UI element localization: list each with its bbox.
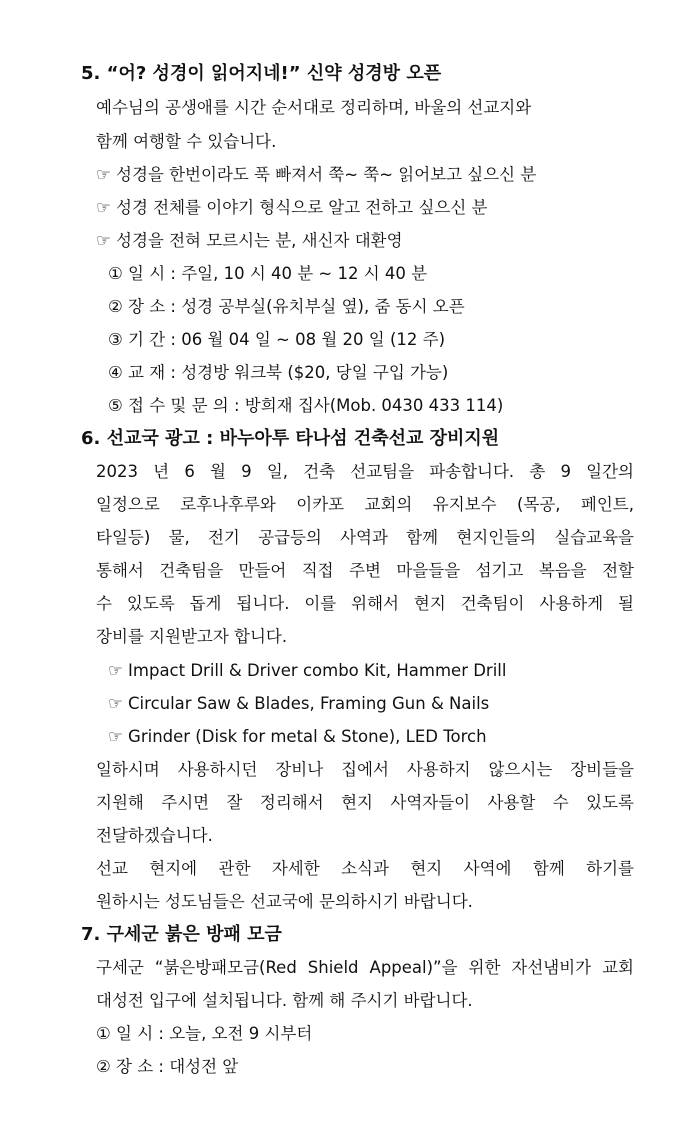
section-6-paragraph-line: 선교 현지에 관한 자세한 소식과 현지 사역에 함께 하기를 [96,859,634,878]
section-5-target-item: ☞ 성경을 한번이라도 푹 빠져서 쭉~ 쭉~ 읽어보고 싶으신 분 [96,165,537,184]
section-6-paragraph-line: 일정으로 로후나후루와 이카포 교회의 유지보수 (목공, 페인트, [96,495,634,514]
section-5-target-item: ☞ 성경을 전혀 모르시는 분, 새신자 대환영 [96,231,403,250]
section-5-detail-item: ② 장 소 : 성경 공부실(유치부실 옆), 줌 동시 오픈 [108,297,465,316]
section-6-paragraph-line: 지원해 주시면 잘 정리해서 현지 사역자들이 사용할 수 있도록 [96,793,634,812]
section-6-paragraph-line: 장비를 지원받고자 합니다. [96,627,288,646]
section-6-paragraph-line: 원하시는 성도님들은 선교국에 문의하시기 바랍니다. [96,892,473,911]
section-7-detail-item: ② 장 소 : 대성전 앞 [96,1057,239,1076]
section-6-paragraph-line: 수 있도록 돕게 됩니다. 이를 위해서 현지 건축팀이 사용하게 될 [96,594,634,613]
section-6-paragraph-line: 전달하겠습니다. [96,826,213,845]
section-6-equipment-item: ☞ Impact Drill & Driver combo Kit, Hammer Drill [108,661,507,680]
section-5-intro-line: 예수님의 공생애를 시간 순서대로 정리하며, 바울의 선교지와 [96,98,532,117]
section-6-title: 6. 선교국 광고 : 바누아투 타나섬 건축선교 장비지원 [81,428,500,449]
section-7-intro-line: 구세군 “붉은방패모금(Red Shield Appeal)”을 위한 자선냄비가 교회 [96,958,634,977]
section-5-detail-item: ⑤ 접 수 및 문 의 : 방희재 집사(Mob. 0430 433 114) [108,396,504,415]
section-5-title: 5. “어? 성경이 읽어지네!” 신약 성경방 오픈 [81,63,442,84]
section-6-paragraph-line: 2023 년 6 월 9 일, 건축 선교팀을 파송합니다. 총 9 일간의 [96,462,634,481]
section-7-intro-line: 대성전 입구에 설치됩니다. 함께 해 주시기 바랍니다. [96,991,473,1010]
section-5-detail-item: ④ 교 재 : 성경방 워크북 ($20, 당일 구입 가능) [108,363,449,382]
section-5-target-item: ☞ 성경 전체를 이야기 형식으로 알고 전하고 싶으신 분 [96,198,488,217]
section-6-equipment-item: ☞ Circular Saw & Blades, Framing Gun & Nails [108,694,490,713]
section-7-title: 7. 구세군 붉은 방패 모금 [81,924,282,945]
section-6-paragraph-line: 타일등) 물, 전기 공급등의 사역과 함께 현지인들의 실습교육을 [96,528,634,547]
section-6-paragraph-line: 일하시며 사용하시던 장비나 집에서 사용하지 않으시는 장비들을 [96,760,634,779]
section-5-detail-item: ③ 기 간 : 06 월 04 일 ~ 08 월 20 일 (12 주) [108,330,446,349]
section-5-intro-line: 함께 여행할 수 있습니다. [96,132,277,151]
section-6-paragraph-line: 통해서 건축팀을 만들어 직접 주변 마을들을 섬기고 복음을 전할 [96,561,634,580]
section-5-detail-item: ① 일 시 : 주일, 10 시 40 분 ~ 12 시 40 분 [108,264,428,283]
section-7-detail-item: ① 일 시 : 오늘, 오전 9 시부터 [96,1024,313,1043]
section-6-equipment-item: ☞ Grinder (Disk for metal & Stone), LED Torch [108,727,487,746]
